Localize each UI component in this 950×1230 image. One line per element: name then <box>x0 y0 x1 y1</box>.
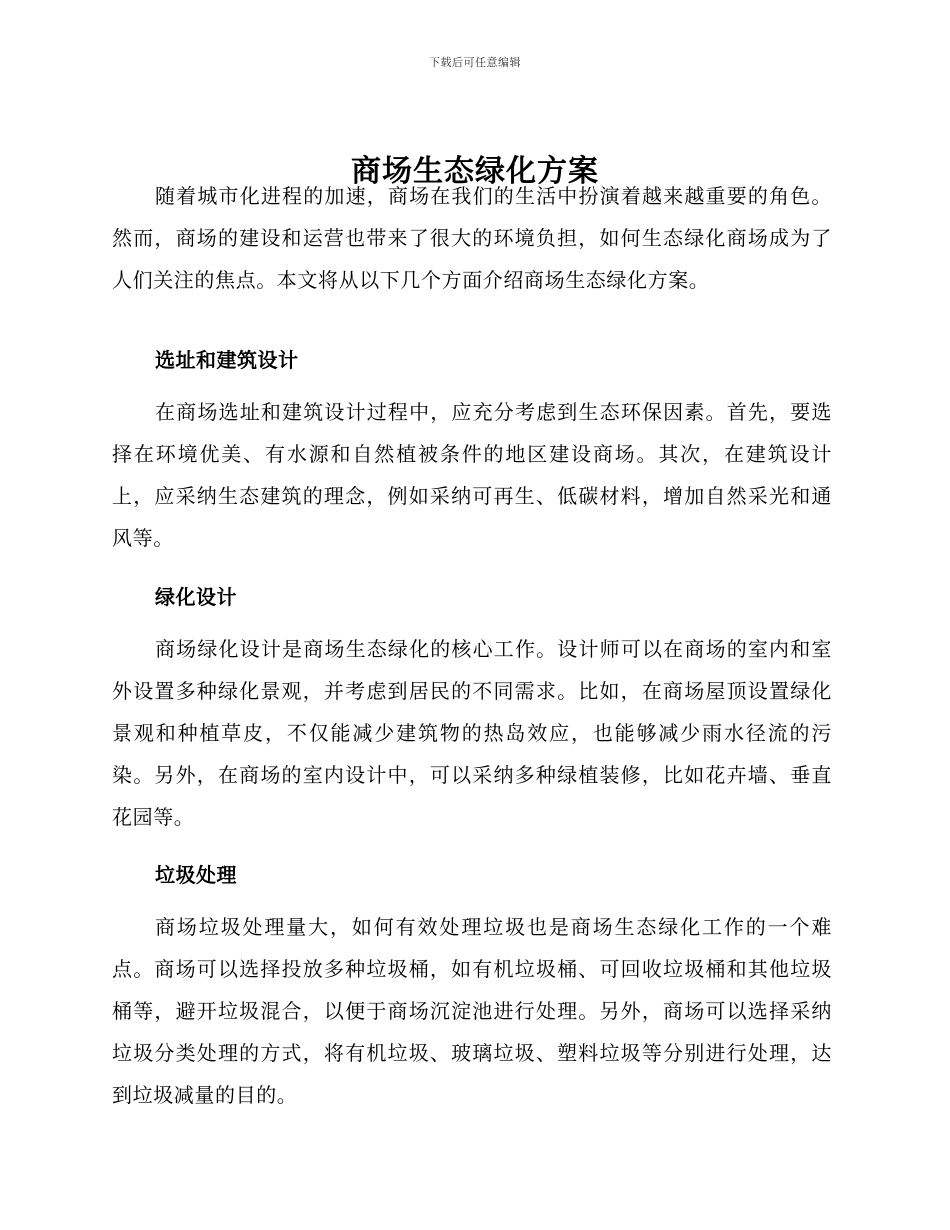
section-heading-site-and-architecture: 选址和建筑设计 <box>155 348 299 372</box>
section-paragraph-greening-design: 商场绿化设计是商场生态绿化的核心工作。设计师可以在商场的室内和室外设置多种绿化景观，并考虑到居民的不同需求。比如，在商场屋顶设置绿化景观和种植草皮，不仅能减少建筑物的热岛效应，也能够减少雨水径流的污染。另外，在商场的室内设计中，可以采纳多种绿植装修，比如花卉墙、垂直花园等。 <box>112 637 832 829</box>
intro-paragraph: 随着城市化进程的加速，商场在我们的生活中扮演着越来越重要的角色。然而，商场的建设和运营也带来了很大的环境负担，如何生态绿化商场成为了人们关注的焦点。本文将从以下几个方面介绍商场生态绿化方案。 <box>112 184 832 292</box>
document-title: 商场生态绿化方案 <box>351 154 599 189</box>
section-paragraph-waste-handling: 商场垃圾处理量大，如何有效处理垃圾也是商场生态绿化工作的一个难点。商场可以选择投放多种垃圾桶，如有机垃圾桶、可回收垃圾桶和其他垃圾桶等，避开垃圾混合，以便于商场沉淀池进行处理。另外，商场可以选择采纳垃圾分类处理的方式，将有机垃圾、玻璃垃圾、塑料垃圾等分别进行处理，达到垃圾减量的目的。 <box>112 915 832 1107</box>
section-heading-waste-handling: 垃圾处理 <box>155 863 237 887</box>
section-heading-greening-design: 绿化设计 <box>155 585 237 609</box>
section-paragraph-site-and-architecture: 在商场选址和建筑设计过程中，应充分考虑到生态环保因素。首先，要选择在环境优美、有水源和自然植被条件的地区建设商场。其次，在建筑设计上，应采纳生态建筑的理念，例如采纳可再生、低碳材料，增加自然采光和通风等。 <box>112 400 832 550</box>
page-header-note: 下载后可任意编辑 <box>429 56 521 69</box>
